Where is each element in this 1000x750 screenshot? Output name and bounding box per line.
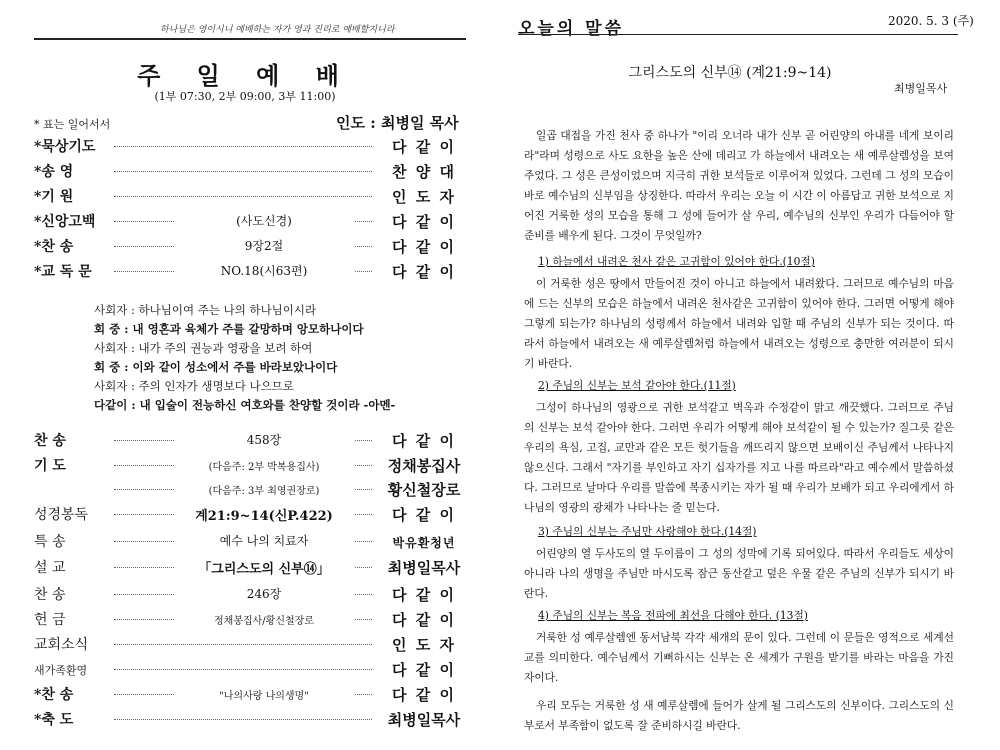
- order-item-name: *찬 송: [34, 687, 74, 703]
- order-item-detail: 예수 나의 치료자: [174, 532, 354, 549]
- responsive-line: 사회자 : 하나님이여 주는 나의 하나님이시라: [94, 303, 317, 317]
- point-1-body: 이 거룩한 성은 땅에서 만들어진 것이 아니고 하늘에서 내려왔다. 그러므로 예수님의 마음에 드는 신부의 모습은 하늘에서 내려온 천사같은 고귀함이 있어야 한다. 그러면 어떻게 해야 그렇게 되는가? 하나님의 성령께서 하늘에서 내려와 입할 때 주님의 신부가 되는 것이다. 따라서 하늘에서 내려오는 새 예루살렘처럼 하늘에서 내려오는 성령으로 충만한 여러분이 되시기 바란다.: [524, 277, 954, 370]
- order-row-creed: [34, 211, 464, 231]
- order-item-name: 기 도: [34, 458, 66, 474]
- order-item-detail: 246장: [174, 585, 354, 602]
- order-item-name: 교회소식: [34, 637, 89, 653]
- responsive-line: 다같이 : 내 입술이 전능하신 여호와를 찬양할 것이라 -아멘-: [94, 398, 396, 412]
- order-item-name: *묵상기도: [34, 139, 96, 155]
- worship-leader: 인도 : 최병일 목사: [336, 114, 459, 132]
- order-item-name: 찬 송: [34, 433, 66, 449]
- point-4-body: 거룩한 성 예루살렘엔 동서남북 각각 세개의 문이 있다. 그런데 이 문들은 영적으로 세계선교를 의미한다. 예수님께서 기뻐하시는 신부는 온 세계가 구원을 받기를 바라는 마음을 가진 자이다.: [524, 631, 954, 684]
- dot-leader: [114, 171, 372, 172]
- order-row-hymn-2: [34, 430, 464, 450]
- sermon-title: 「그리스도의 신부⑭」: [174, 558, 354, 577]
- order-row-prayer: [34, 455, 464, 475]
- point-3-body: 어린양의 열 두사도의 열 두이름이 그 성의 성막에 기록 되어있다. 따라서 우리들도 세상이 아니라 나의 생명을 주님만 마시도록 잠근 동산같고 덮은 우물 같은 주님의 신부가 되시기 바란다.: [524, 547, 954, 600]
- order-item-performer: 인 도 자: [392, 188, 456, 206]
- order-item-performer: 다 같 이: [392, 238, 456, 256]
- order-item-detail: 9장2절: [174, 237, 354, 254]
- order-item-name: 새가족환영: [34, 664, 88, 677]
- order-row-doxology: [34, 161, 464, 181]
- order-item-detail: (사도신경): [174, 212, 354, 229]
- order-item-performer: 다 같 이: [392, 661, 456, 679]
- order-item-performer: 다 같 이: [392, 263, 456, 281]
- order-item-name: *송 영: [34, 164, 74, 180]
- order-item-performer: 다 같 이: [392, 213, 456, 231]
- service-times: (1부 07:30, 2부 09:00, 3부 11:00): [154, 90, 336, 103]
- header-divider: [518, 34, 958, 35]
- order-row-benediction: [34, 709, 464, 729]
- order-item-performer: 다 같 이: [392, 611, 456, 629]
- bulletin-date: 2020. 5. 3 (주): [888, 14, 974, 28]
- point-4-title: 4) 주님의 신부는 복음 전파에 최선을 다해야 한다. (13절): [538, 609, 808, 622]
- dot-leader: [114, 719, 372, 720]
- point-2-body: 그성이 하나님의 영광으로 귀한 보석같고 벽옥과 수정같이 맑고 깨끗했다. 그러므로 주님의 신부는 보석 같아야 한다. 그러면 우리가 어떻게 해야 보석같이 될 수 있는가? 질그릇 같은 우리의 욕심, 고집, 교만과 같은 모든 헛기들을 깨뜨리지 않으면 보배이신 주님께서 나타나지 않으신다. 그래서 "자기를 부인하고 자기 십자가를 지고 나를 따르라"라고 예수께서 말씀하셨다. 그러므로 날마다 우리를 말씀에 복종시키는 자가 될 때 우리가 보배가 되고 우리에게서 하나님의 영광의 광채가 나타나는 줄 믿는다.: [524, 401, 954, 514]
- order-item-performer: 다 같 이: [392, 506, 456, 524]
- order-item-performer: 다 같 이: [392, 432, 456, 450]
- order-row-welcome: [34, 659, 464, 679]
- order-item-performer: 다 같 이: [392, 686, 456, 704]
- order-row-closing-hymn: [34, 684, 464, 704]
- order-item-detail: (다음주: 2부 박복용집사): [174, 458, 354, 473]
- sermon-author: 최병일목사: [894, 82, 948, 95]
- point-3-title: 3) 주님의 신부는 주님만 사랑해야 한다.(14절): [538, 525, 757, 538]
- order-item-name: 성경봉독: [34, 507, 89, 523]
- order-row-announcements: [34, 634, 464, 654]
- order-item-performer: 최병일목사: [387, 711, 461, 729]
- order-row-hymn-3: [34, 584, 464, 604]
- order-item-performer: 최병일목사: [387, 559, 461, 577]
- order-item-performer: 정채봉집사: [387, 457, 461, 475]
- order-item-performer: 다 같 이: [392, 138, 456, 156]
- dot-leader: [114, 146, 372, 147]
- order-row-hymn: [34, 236, 464, 256]
- header-divider: [34, 38, 466, 40]
- order-row-invocation: [34, 186, 464, 206]
- order-row-scripture: [34, 504, 464, 524]
- order-item-name: 찬 송: [34, 587, 66, 603]
- order-row-responsive-reading: [34, 261, 464, 281]
- order-row-prayer-2: [34, 479, 464, 499]
- point-2-title: 2) 주님의 신부는 보석 같아야 한다.(11절): [538, 379, 736, 392]
- responsive-line: 사회자 : 내가 주의 권능과 영광을 보려 하여: [94, 341, 313, 355]
- order-row-offering: [34, 609, 464, 629]
- responsive-line: 사회자 : 주의 인자가 생명보다 나으므로: [94, 379, 294, 393]
- sermon-title: 그리스도의 신부⑭ (계21:9~14): [628, 65, 832, 81]
- order-item-detail: 정채봉집사/황신철장로: [174, 612, 354, 627]
- order-item-performer: 황신철장로: [387, 481, 461, 499]
- order-item-performer: 다 같 이: [392, 586, 456, 604]
- responsive-line: 회 중 : 내 영혼과 육체가 주를 갈망하며 앙모하나이다: [94, 322, 364, 336]
- order-item-detail: 458장: [174, 431, 354, 448]
- order-item-name: *축 도: [34, 712, 74, 728]
- worship-order-page: [0, 0, 490, 750]
- responsive-line: 회 중 : 이와 같이 성소에서 주를 바라보았나이다: [94, 360, 338, 374]
- order-item-detail: 계21:9~14(신P.422): [174, 505, 354, 524]
- section-heading: 오늘의 말씀: [518, 19, 625, 39]
- dot-leader: [114, 644, 372, 645]
- order-row-meditation: [34, 136, 464, 156]
- point-1-title: 1) 하늘에서 내려온 천사 같은 고귀함이 있어야 한다.(10절): [538, 255, 815, 268]
- order-item-name: 설 교: [34, 560, 66, 576]
- order-item-name: 헌 금: [34, 612, 66, 628]
- motto-text: 하나님은 영이시니 예배하는 자가 영과 진리로 예배할지니라: [160, 25, 395, 35]
- dot-leader: [114, 669, 372, 670]
- todays-word-page: [500, 0, 1000, 750]
- order-item-name: *찬 송: [34, 239, 74, 255]
- order-item-performer: 박유환청년: [392, 536, 456, 550]
- order-item-name: *기 원: [34, 189, 74, 205]
- order-item-name: *교 독 문: [34, 264, 92, 280]
- dot-leader: [114, 196, 372, 197]
- sermon-closing: 우리 모두는 거룩한 성 새 예루살렘에 들어가 살게 될 그리스도의 신부이다. 그리스도의 신부로서 부족함이 없도록 잘 준비하시길 바란다.: [524, 699, 954, 732]
- order-item-detail: "나의사랑 나의생명": [174, 687, 354, 702]
- order-item-performer: 찬 양 대: [392, 163, 456, 181]
- sermon-intro: 일곱 대접을 가진 천사 중 하나가 "이리 오너라 내가 신부 곧 어린양의 아내를 네게 보이리라"라며 성령으로 사도 요한을 높은 산에 데리고 가 하늘에서 내려오는 새 예루살렘성을 보여 주었다. 그 성은 큰성이었으며 지극히 귀한 보석들로 이루어져 있었다. 그런데 그 성의 모습이 바로 예수님의 신부임을 상징한다. 따라서 우리는 오늘 이 시간 이 아름답고 귀한 보석으로 지어진 거룩한 성의 모습을 통해 그 성에 들어가 살 우리, 예수님의 신부인 우리가 다듬어야 할 준비를 배우게 된다. 그것이 무엇일까?: [524, 129, 954, 242]
- order-item-name: 특 송: [34, 534, 66, 550]
- order-row-sermon: [34, 557, 464, 577]
- order-row-special-song: [34, 531, 464, 551]
- order-item-name: *신앙고백: [34, 214, 96, 230]
- page-title: 주 일 예 배: [137, 61, 353, 90]
- order-item-detail: (다음주: 3부 최영권장로): [174, 482, 354, 497]
- order-item-detail: NO.18(시63편): [174, 262, 354, 279]
- order-item-performer: 인 도 자: [392, 636, 456, 654]
- standing-note: * 표는 일어서서: [34, 118, 111, 131]
